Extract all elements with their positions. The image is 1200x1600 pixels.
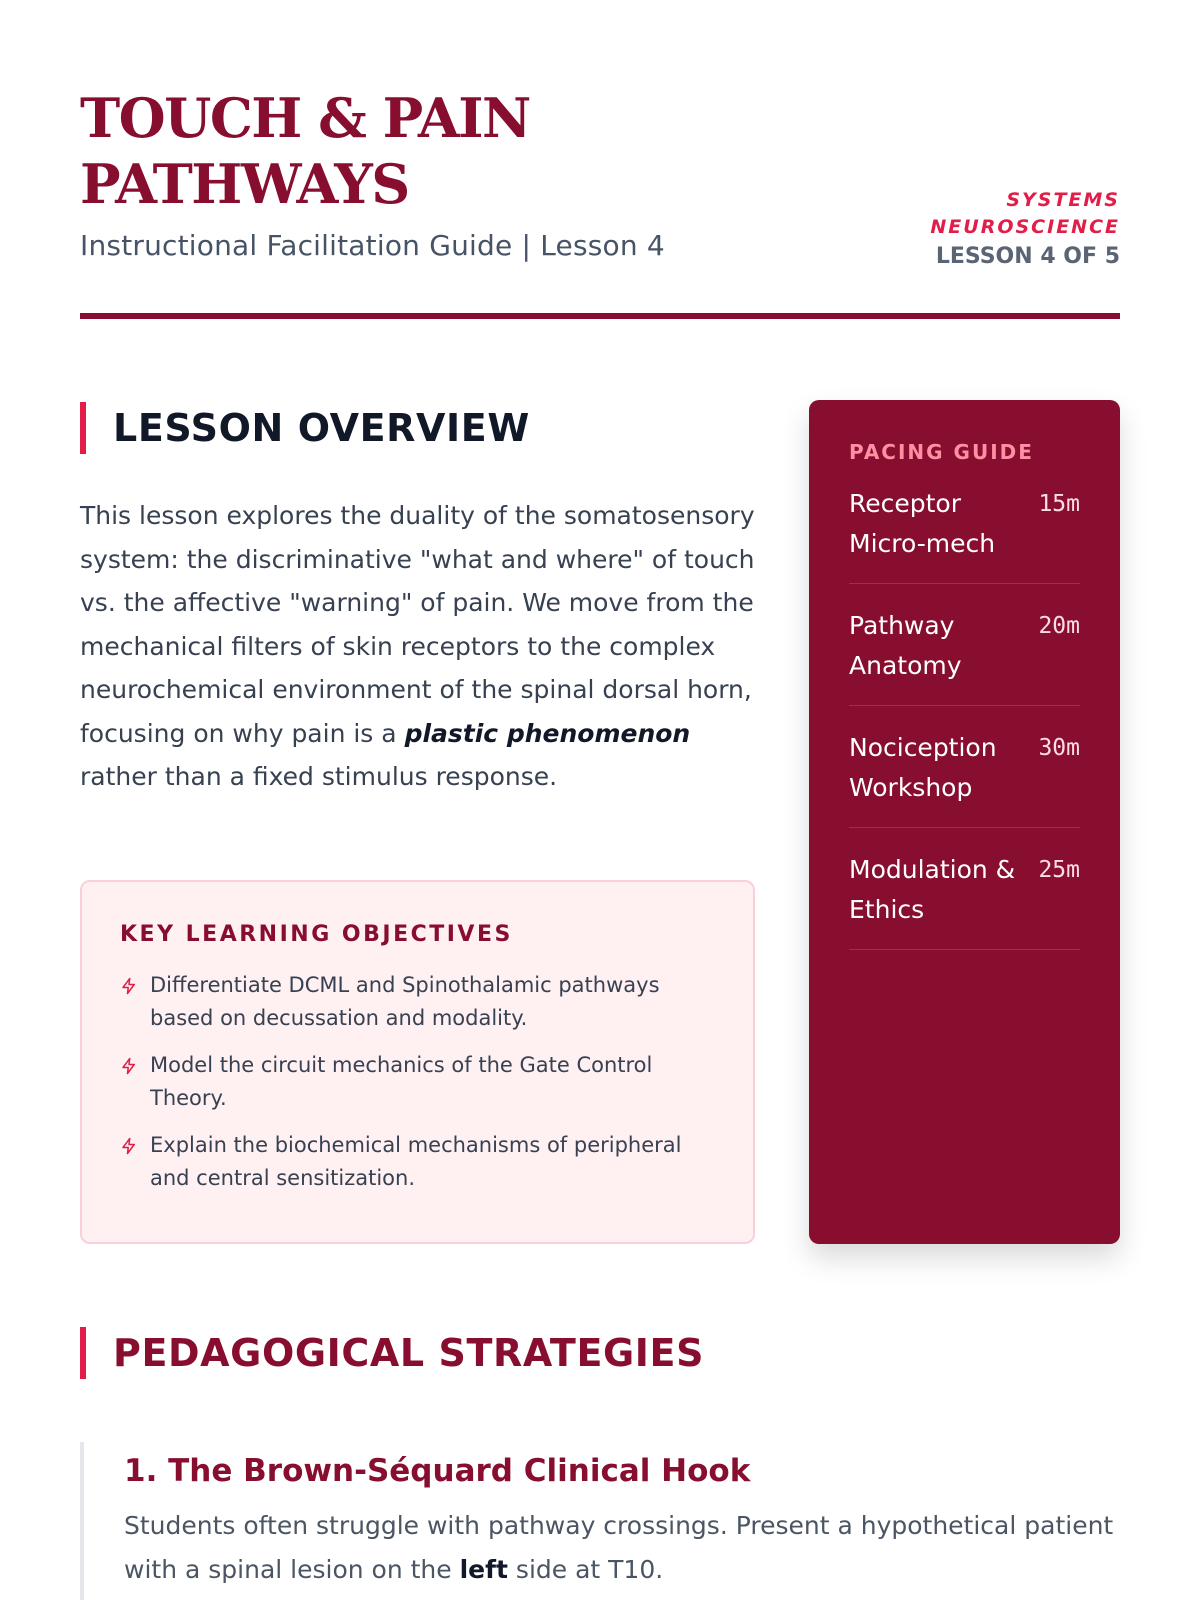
strategy-text — [124, 1504, 1120, 1591]
pacing-title: PACING GUIDE — [849, 440, 1034, 464]
pacing-item-label: Nociception Workshop — [849, 733, 997, 802]
pacing-item — [849, 484, 1080, 584]
objective-item — [120, 1049, 715, 1115]
pacing-item — [849, 850, 1080, 950]
page-header — [80, 85, 1120, 321]
strategy-text-end: side at T10. — [515, 1554, 664, 1584]
overview-heading: LESSON OVERVIEW — [80, 402, 530, 454]
title-line-2: PATHWAYS — [80, 152, 409, 216]
pacing-item — [849, 606, 1080, 706]
objective-item — [120, 1129, 715, 1195]
page-subtitle: Instructional Facilitation Guide | Lesson 4 — [80, 229, 665, 262]
bolt-icon — [120, 1057, 138, 1075]
overview-text-end: rather than a fixed stimulus response. — [80, 762, 558, 791]
lesson-progress: LESSON 4 OF 5 — [935, 244, 1120, 269]
pacing-item-duration: 30m — [1038, 735, 1080, 761]
course-name-line-2: NEUROSCIENCE — [930, 216, 1120, 238]
learning-objectives-panel — [80, 880, 755, 1244]
bolt-icon — [120, 1137, 138, 1155]
overview-paragraph — [80, 494, 760, 799]
course-name-line-1: SYSTEMS — [1006, 189, 1120, 211]
pacing-item — [849, 728, 1080, 828]
objective-text: Differentiate DCML and Spinothalamic pathways based on decussation and modality. — [150, 973, 660, 1030]
course-meta — [930, 187, 1120, 272]
pacing-item-label: Modulation & Ethics — [849, 855, 1016, 924]
pacing-item-duration: 15m — [1038, 491, 1080, 517]
pacing-item-label: Pathway Anatomy — [849, 611, 962, 680]
objective-text: Model the circuit mechanics of the Gate Control Theory. — [150, 1053, 653, 1110]
strategy-text-start: Students often struggle with pathway crossings. Present a hypothetical patient with a spinal lesion on the — [124, 1511, 1114, 1584]
objective-text: Explain the biochemical mechanisms of peripheral and central sensitization. — [150, 1133, 682, 1190]
strategies-heading: PEDAGOGICAL STRATEGIES — [80, 1327, 704, 1379]
pacing-item-duration: 25m — [1038, 857, 1080, 883]
strategy-text-bold: left — [459, 1554, 508, 1584]
header-divider — [80, 313, 1120, 319]
strategy-title: 1. The Brown-Séquard Clinical Hook — [124, 1453, 751, 1489]
objective-item — [120, 969, 715, 1035]
pacing-item-label: Receptor Micro-mech — [849, 489, 996, 558]
objectives-title: KEY LEARNING OBJECTIVES — [120, 922, 513, 947]
overview-text-start: This lesson explores the duality of the somatosensory system: the discriminative "what and where" of touch vs. the affective "warning" of pain. We move from the mechanical filters of skin receptors to the complex neurochemical environment of the spinal dorsal horn, focusing on why pain is a — [80, 501, 755, 748]
bolt-icon — [120, 977, 138, 995]
pacing-item-duration: 20m — [1038, 613, 1080, 639]
overview-emphasis: plastic phenomenon — [404, 718, 691, 748]
pacing-guide-panel — [809, 400, 1120, 1244]
strategy-item — [80, 1442, 1120, 1600]
title-line-1: TOUCH & PAIN — [80, 86, 530, 150]
